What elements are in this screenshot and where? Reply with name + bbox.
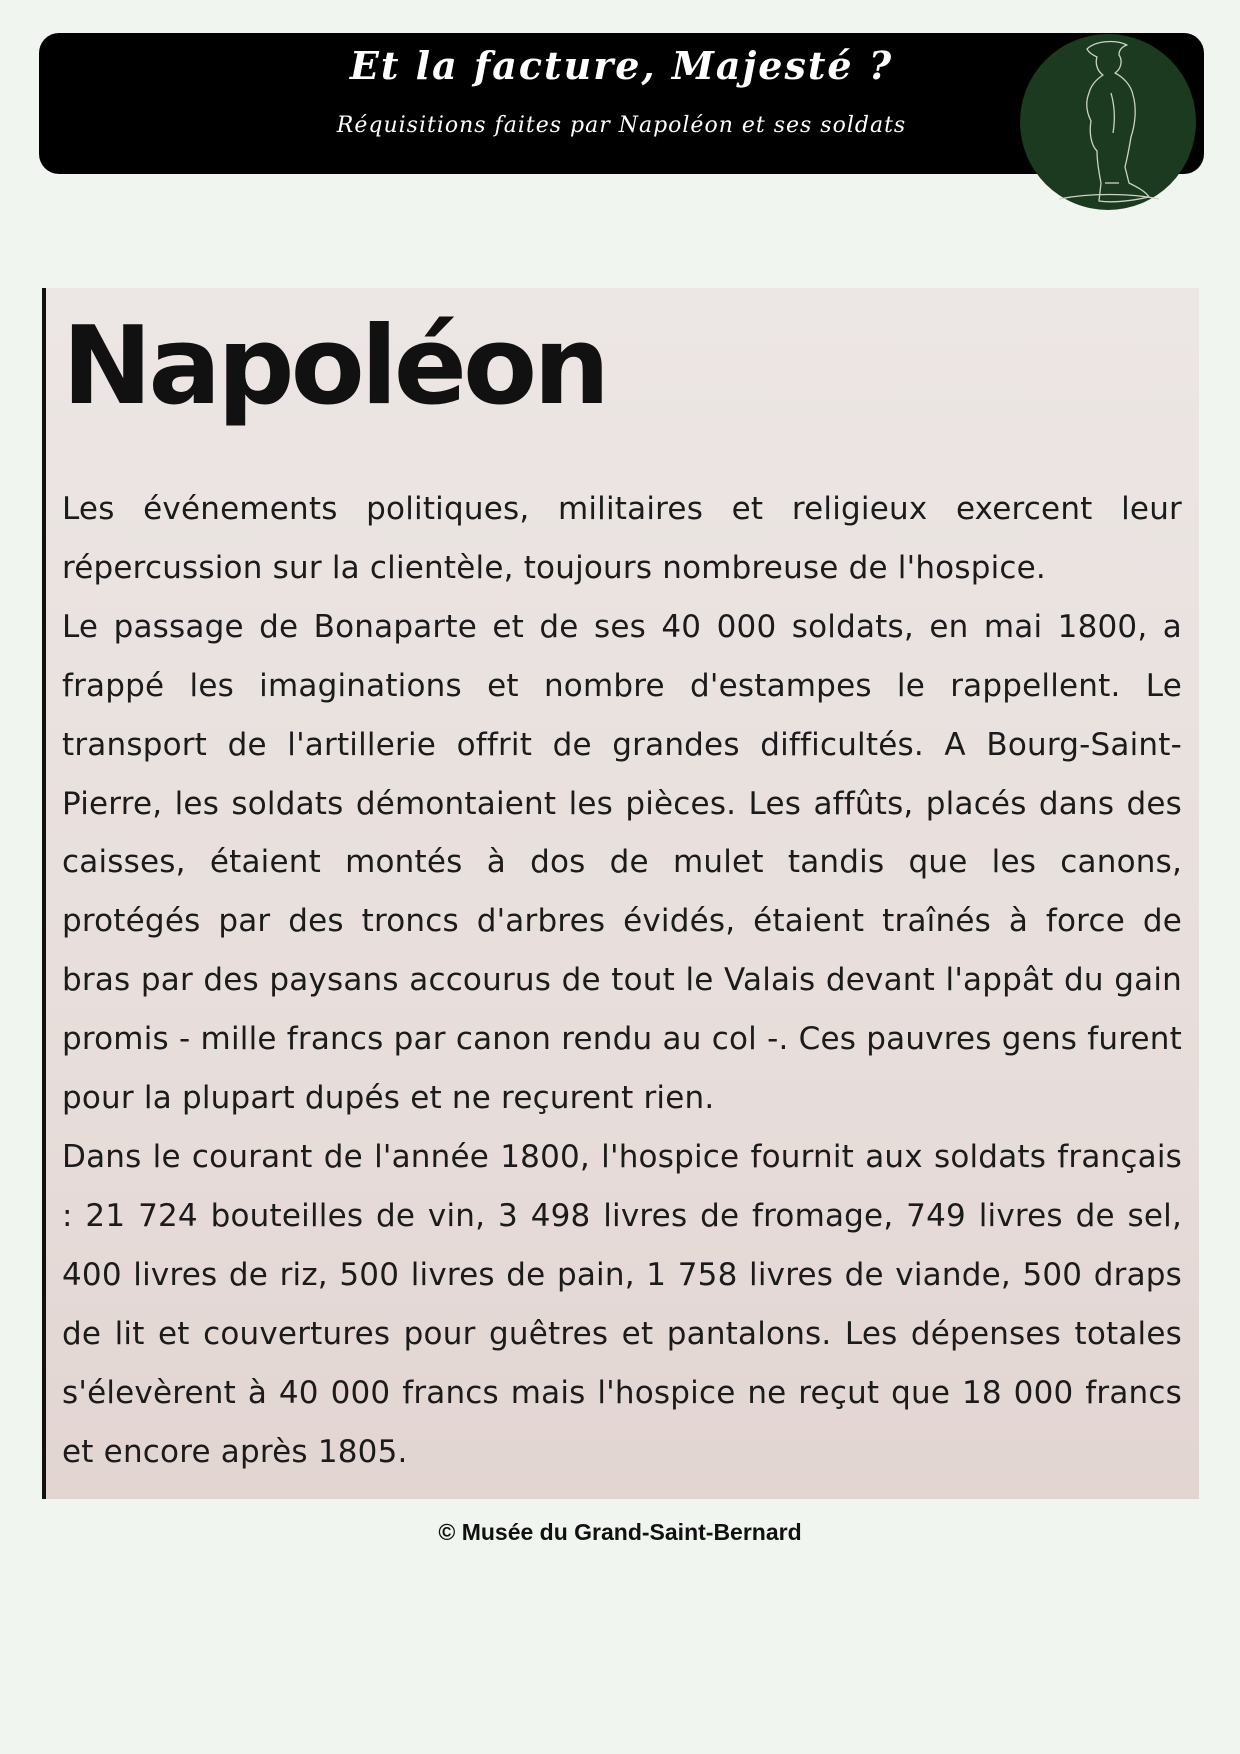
page-subtitle: Réquisitions faites par Napoléon et ses soldats: [336, 113, 907, 138]
photo-credit: © Musée du Grand-Saint-Bernard: [438, 1519, 802, 1545]
museum-panel-photo: [42, 288, 1199, 1499]
paragraph: Le passage de Bonaparte et de ses 40 000 soldats, en mai 1800, a frappé les imaginations et nombre d'estampes le rappellent. Le transport de l'artillerie offrit de grandes difficultés. A Bourg-Saint-Pierre, les soldats démontaient les pièces. Les affûts, placés dans des caisses, étaient montés à dos de mulet tandis que les canons, protégés par des troncs d'arbres évidés, étaient traînés à force de bras par des paysans accourus de tout le Valais devant l'appât du gain promis - mille francs par canon rendu au col -. Ces pauvres gens furent pour la plupart dupés et ne reçurent rien.: [62, 608, 1182, 1117]
panel-heading: Napoléon: [62, 304, 607, 429]
paragraph: Dans le courant de l'année 1800, l'hospice fournit aux soldats français : 21 724 bouteilles de vin, 3 498 livres de fromage, 749 livres de sel, 400 livres de riz, 500 livres de pain, 1 758 livres de viande, 500 draps de lit et couvertures pour guêtres et pantalons. Les dépenses totales s'élevèrent à 40 000 francs mais l'hospice ne reçut que 18 000 francs et encore après 1805.: [62, 1138, 1182, 1470]
page-title: Et la facture, Majesté ?: [349, 43, 894, 88]
paragraph: Les événements politiques, militaires et religieux exercent leur répercussion sur la clientèle, toujours nombreuse de l'hospice.: [62, 491, 1182, 586]
napoleon-silhouette-icon: [1019, 33, 1197, 211]
panel-text: [62, 480, 1182, 1481]
